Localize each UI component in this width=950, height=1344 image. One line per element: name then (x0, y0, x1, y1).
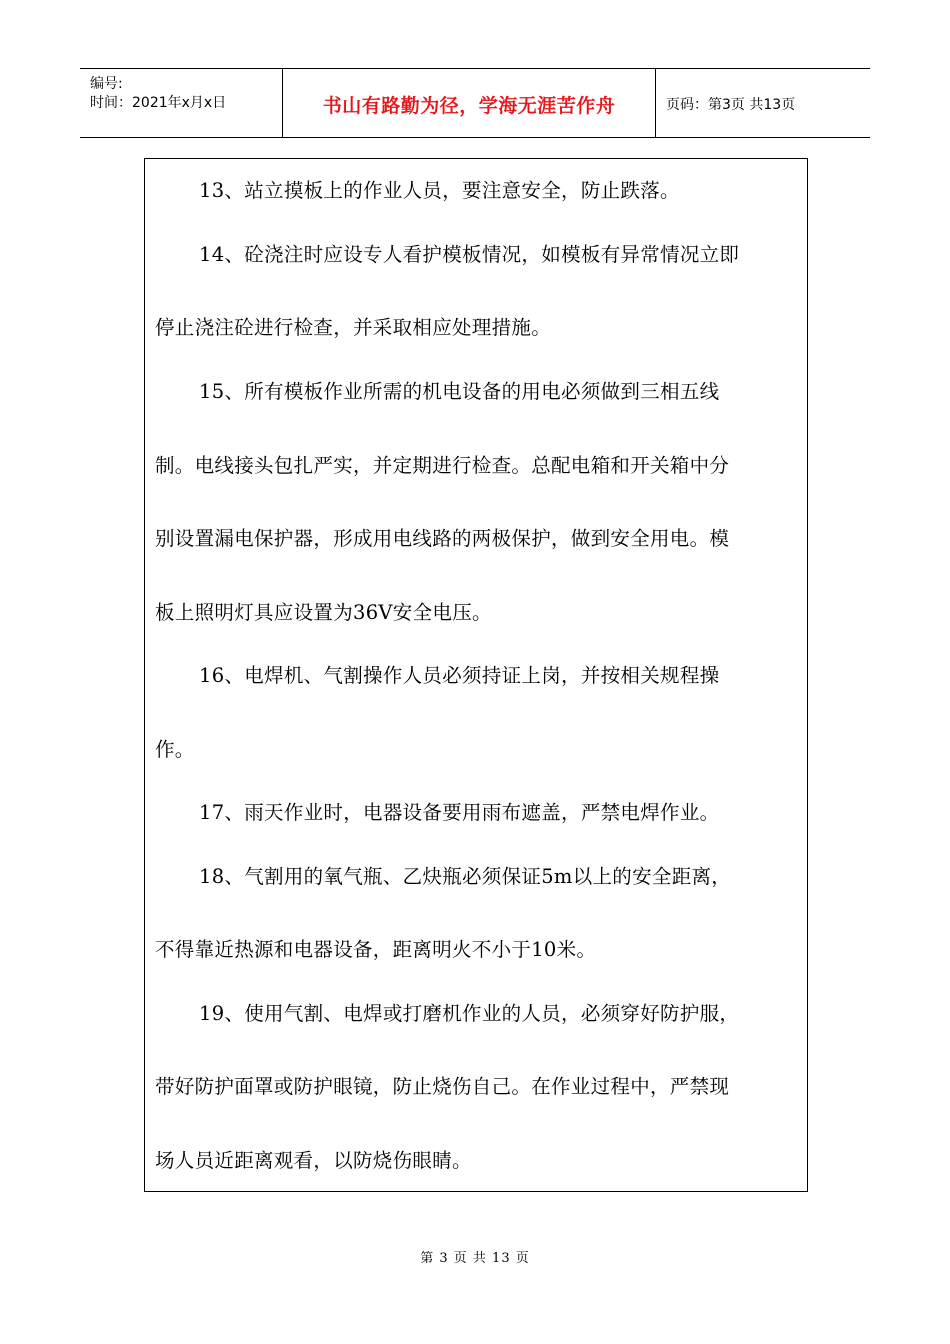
paragraph-line: 制。电线接头包扎严实，并定期进行检查。总配电箱和开关箱中分 (155, 454, 730, 477)
paragraph-line: 停止浇注砼进行检查，并采取相应处理措施。 (155, 316, 552, 339)
paragraph-line: 19、使用气割、电焊或打磨机作业的人员，必须穿好防护服， (199, 1002, 740, 1025)
paragraph-line: 板上照明灯具应设置为36V安全电压。 (155, 601, 492, 624)
page-header (80, 68, 870, 138)
paragraph-line: 16、电焊机、气割操作人员必须持证上岗，并按相关规程操 (199, 664, 720, 687)
content-box (144, 158, 808, 1192)
header-motto: 书山有路勤为径，学海无涯苦作舟 (322, 95, 616, 117)
paragraph-line: 场人员近距离观看，以防烧伤眼睛。 (155, 1149, 472, 1172)
paragraph-line: 带好防护面罩或防护眼镜，防止烧伤自己。在作业过程中，严禁现 (155, 1075, 730, 1098)
header-meta-cell (80, 69, 283, 137)
header-motto-cell (283, 69, 656, 137)
paragraph-line: 15、所有模板作业所需的机电设备的用电必须做到三相五线 (199, 380, 720, 403)
document-date: 时间：2021年x月x日 (90, 95, 227, 111)
header-page-info: 页码：第3页 共13页 (666, 97, 796, 113)
paragraph-line: 18、气割用的氧气瓶、乙炔瓶必须保证5m以上的安全距离， (199, 865, 732, 888)
paragraph-line: 13、站立摸板上的作业人员，要注意安全，防止跌落。 (199, 179, 680, 202)
document-number-label: 编号: (90, 76, 123, 92)
paragraph-line: 作。 (155, 738, 195, 761)
page-footer: 第 3 页 共 13 页 (420, 1251, 530, 1266)
paragraph-line: 17、雨天作业时，电器设备要用雨布遮盖，严禁电焊作业。 (199, 801, 720, 824)
header-page-cell (656, 69, 870, 137)
paragraph-line: 别设置漏电保护器，形成用电线路的两极保护，做到安全用电。模 (155, 527, 730, 550)
paragraph-line: 14、砼浇注时应设专人看护模板情况，如模板有异常情况立即 (199, 243, 740, 266)
paragraph-line: 不得靠近热源和电器设备，距离明火不小于10米。 (155, 938, 597, 961)
